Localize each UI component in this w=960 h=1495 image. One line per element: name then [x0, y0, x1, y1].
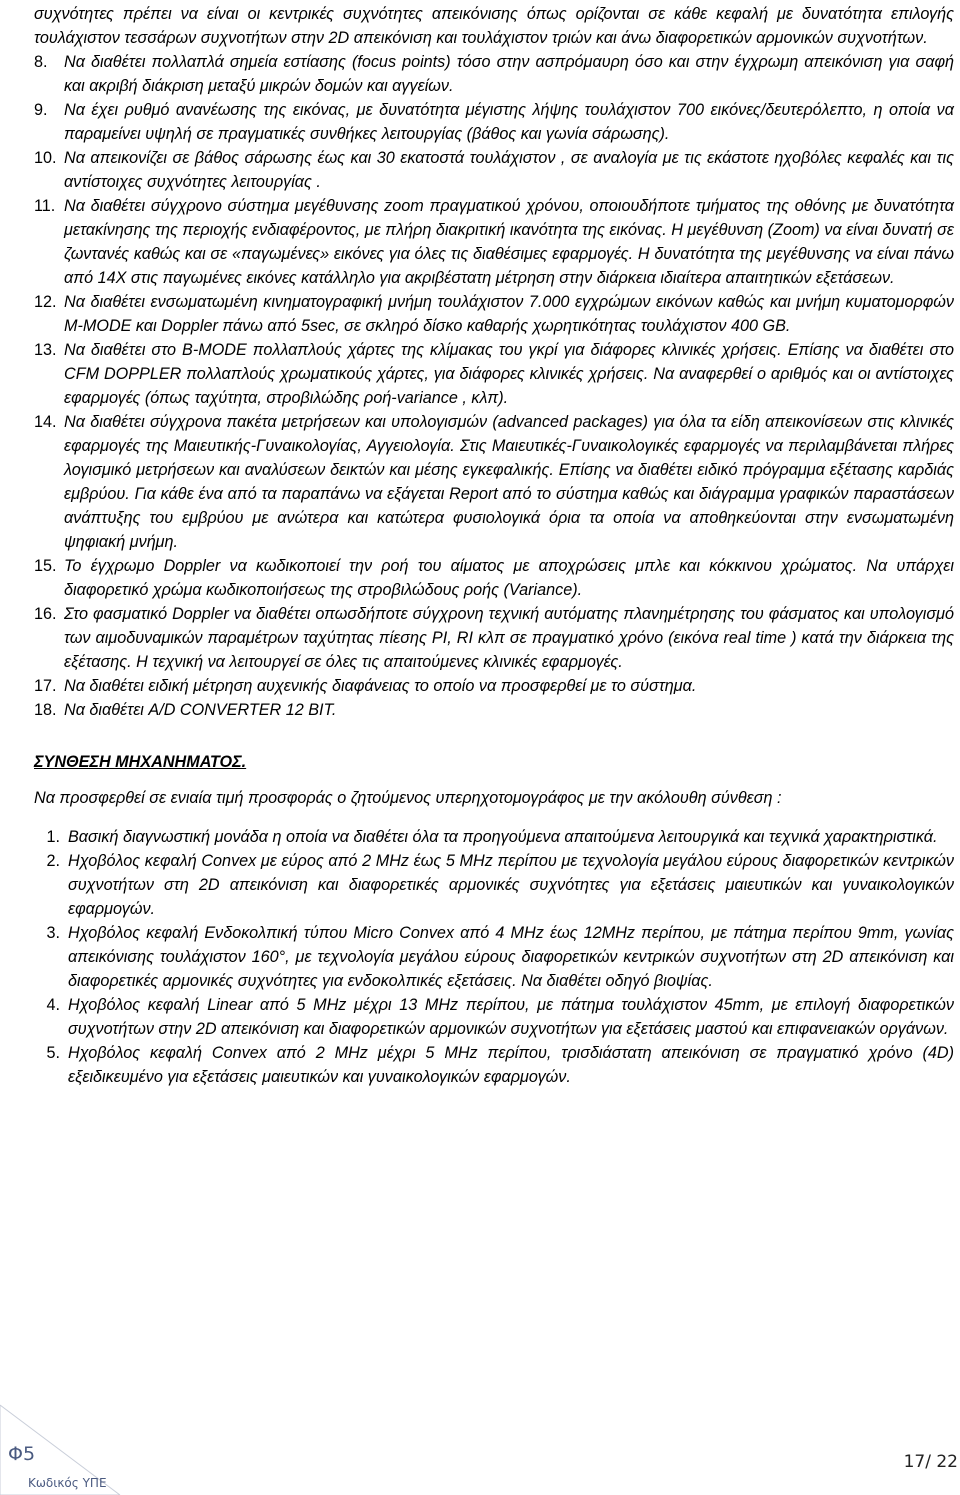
component-item-number: 4.: [46, 996, 60, 1014]
requirement-item-number: 18.: [34, 701, 57, 719]
component-item: [34, 1041, 954, 1089]
requirement-item: [34, 50, 954, 98]
requirement-item: [34, 410, 954, 554]
requirement-item: [34, 146, 954, 194]
page-number: 17/ 22: [903, 1452, 958, 1472]
requirement-item-text: Να διαθέτει A/D CONVERTER 12 BIT.: [64, 701, 337, 719]
component-item-text: Βασική διαγνωστική μονάδα η οποία να διαθέτει όλα τα προηγούμενα απαιτούμενα λειτουργικά και τεχνικά χαρακτηριστικά.: [68, 828, 938, 846]
component-item-number: 2.: [46, 852, 60, 870]
requirement-item: [34, 194, 954, 290]
requirement-item-text: Στο φασματικό Doppler να διαθέτει οπωσδήποτε σύγχρονη τεχνική αυτόματης πλανημέτρησης του φάσματος και υπολογισμό των αιμοδυναμικών παραμέτρων ταχύτητας πίεσης PI, RI κλπ σε πραγματικό χρόνο (εικόνα real time ) κατά την διάρκεια της εξέτασης. Η τεχνική να λειτουργεί σε όλες τις απαιτούμενες κλινικές εφαρμογές.: [64, 605, 954, 671]
section-heading: ΣΥΝΘΕΣΗ ΜΗΧΑΝΗΜΑΤΟΣ.: [34, 753, 247, 771]
requirement-item-text: Να διαθέτει στο B-MODE πολλαπλούς χάρτες της κλίμακας του γκρί για διάφορες κλινικές χρήσεις. Επίσης να διαθέτει στο CFM DOPPLER πολλαπλούς χρωματικούς χάρτες, για διάφορες κλινικές χρήσεις. Να αναφερθεί ο αριθμός και οι αντίστοιχες εφαρμογές (όπως ταχύτητα, στροβιλώδης ροή-variance , κλπ).: [64, 341, 954, 407]
requirement-item-number: 14.: [34, 413, 57, 431]
footer-code-label: Κωδικός ΥΠΕ: [28, 1476, 107, 1490]
component-item-text: Ηχοβόλος κεφαλή Convex από 2 MHz μέχρι 5 MHz περίπου, τρισδιάστατη απεικόνιση σε πραγματικό χρόνο (4D) εξειδικευμένο για εξετάσεις μαιευτικών και γυναικολογικών εφαρμογών.: [68, 1044, 954, 1086]
requirement-item-text: Να διαθέτει ειδική μέτρηση αυχενικής διαφάνειας το οποίο να προσφερθεί με το σύστημα.: [64, 677, 697, 695]
intro-continuation: συχνότητες πρέπει να είναι οι κεντρικές συχνότητες απεικόνισης όπως ορίζονται σε κάθε κεφαλή με δυνατότητα επιλογής τουλάχιστον τεσσάρων συχνοτήτων στην 2D απεικόνιση και τουλάχιστον τριών και άνω διαφορετικών αρμονικών συχνοτήτων.: [34, 5, 954, 47]
requirement-item-number: 16.: [34, 605, 57, 623]
requirement-item-text: Να διαθέτει σύγχρονο σύστημα μεγέθυνσης zoom πραγματικού χρόνου, οποιουδήποτε τμήματος της οθόνης με δυνατότητα μετακίνησης της περιοχής ενδιαφέροντος, με πλήρη διακριτική ικανότητα της εικόνας. Η μεγέθυνση (Zoom) να είναι δυνατή σε ζωντανές καθώς και σε «παγωμένες» εικόνες για όλες τις διαθέσιμες εφαρμογές. Η δυνατότητα της μεγέθυνσης να είναι πάνω από 14X στις παγωμένες εικόνες κατάλληλο για ακριβέστατη μέτρηση στην διάρκεια ιδιαίτερα απαιτητικών εξετάσεων.: [64, 197, 954, 287]
requirement-item-text: Να διαθέτει σύγχρονα πακέτα μετρήσεων και υπολογισμών (advanced packages) για όλα τα είδη απεικονίσεων στις κλινικές εφαρμογές της Μαιευτικής-Γυναικολογίας, Αγγειολογία. Στις Μαιευτικές-Γυναικολογικές εφαρμογές να περιλαμβάνεται πλήρες λογισμικό μετρήσεων και αναλύσεων δεικτών και μέσης εγκεφαλικής. Επίσης να διαθέτει ειδικό πρόγραμμα εξέτασης καρδιάς εμβρύου. Για κάθε ένα από τα παραπάνω να εξάγεται Report από το σύστημα καθώς και διάγραμμα γραφικών παραστάσεων ανάπτυξης του εμβρύου με ανώτερα και κατώτερα φυσιολογικά όρια τα οποία να αποθηκεύονται στην ενσωματωμένη ψηφιακή μνήμη.: [64, 413, 954, 551]
requirement-item-number: 10.: [34, 149, 57, 167]
requirement-item-number: 17.: [34, 677, 57, 695]
requirement-item-text: Το έγχρωμο Doppler να κωδικοποιεί την ροή του αίματος με αποχρώσεις μπλε και κόκκινου χρώματος. Να υπάρχει διαφορετικό χρώμα κωδικοποιήσεως της στροβιλώδους ροής (Variance).: [64, 557, 954, 599]
component-item-number: 3.: [46, 924, 60, 942]
requirement-item-number: 11.: [34, 197, 56, 215]
requirement-item-number: 9.: [34, 101, 48, 119]
requirement-item: [34, 98, 954, 146]
component-item-number: 5.: [46, 1044, 60, 1062]
requirement-item: [34, 290, 954, 338]
component-item: [34, 849, 954, 921]
requirement-item-number: 12.: [34, 293, 57, 311]
component-item-text: Ηχοβόλος κεφαλή Linear από 5 MHz μέχρι 13 MHz περίπου, με πάτημα τουλάχιστον 45mm, με επιλογή διαφορετικών συχνοτήτων στην 2D απεικόνιση και διαφορετικών αρμονικών συχνοτήτων για εξετάσεις μαστού και επιφανειακών οργάνων.: [68, 996, 954, 1038]
requirement-item: [34, 674, 954, 698]
requirement-item-text: Να απεικονίζει σε βάθος σάρωσης έως και 30 εκατοστά τουλάχιστον , σε αναλογία με τις εκάστοτε ηχοβόλες κεφαλές και τις αντίστοιχες συχνότητες λειτουργίας .: [64, 149, 954, 191]
component-item-number: 1.: [46, 828, 60, 846]
requirement-item: [34, 602, 954, 674]
requirement-item: [34, 698, 954, 722]
requirement-item-number: 8.: [34, 53, 48, 71]
requirement-item-text: Να διαθέτει ενσωματωμένη κινηματογραφική μνήμη τουλάχιστον 7.000 εγχρώμων εικόνων καθώς και μνήμη κυματομορφών M-MODE και Doppler πάνω από 5sec, σε σκληρό δίσκο καθαρής χωρητικότητας τουλάχιστον 400 GB.: [64, 293, 954, 335]
component-item-text: Ηχοβόλος κεφαλή Convex με εύρος από 2 MHz έως 5 MHz περίπου με τεχνολογία μεγάλου εύρους διαφορετικών κεντρικών συχνοτήτων στη 2D απεικόνιση και διαφορετικές αρμονικές συχνότητες για εξετάσεις μαιευτικών και γυναικολογικών εφαρμογών.: [68, 852, 954, 918]
document-body: [34, 2, 954, 1089]
requirement-item: [34, 554, 954, 602]
requirements-list: [34, 50, 954, 722]
section-intro: Να προσφερθεί σε ενιαία τιμή προσφοράς ο ζητούμενος υπερηχοτομογράφος με την ακόλουθη σύνθεση :: [34, 789, 782, 807]
component-item-text: Ηχοβόλος κεφαλή Ενδοκολπική τύπου Micro Convex από 4 MHz έως 12MHz περίπου, με πάτημα περίπου 9mm, γωνίας απεικόνισης τουλάχιστον 160°, με τεχνολογία μεγάλου εύρους διαφορετικών κεντρικών συχνοτήτων στη 2D απεικόνιση και διαφορετικές αρμονικές συχνότητες για ενδοκολπικές εξετάσεις. Να διαθέτει οδηγό βιοψίας.: [68, 924, 954, 990]
component-item: [34, 921, 954, 993]
footer-logo: [0, 1400, 130, 1495]
requirement-item-number: 15.: [34, 557, 57, 575]
footer-code: Φ5: [8, 1443, 36, 1465]
component-item: [34, 825, 954, 849]
components-list: [34, 825, 954, 1089]
requirement-item-number: 13.: [34, 341, 57, 359]
requirement-item-text: Να έχει ρυθμό ανανέωσης της εικόνας, με δυνατότητα μέγιστης λήψης τουλάχιστον 700 εικόνες/δευτερόλεπτο, η οποία να παραμείνει υψηλή σε πραγματικές συνθήκες λειτουργίας (βάθος και γωνία σάρωσης).: [64, 101, 954, 143]
requirement-item: [34, 338, 954, 410]
component-item: [34, 993, 954, 1041]
requirement-item-text: Να διαθέτει πολλαπλά σημεία εστίασης (focus points) τόσο στην ασπρόμαυρη όσο και στην έγχρωμη απεικόνιση για σαφή και ακριβή διάκριση μεταξύ μικρών δομών και αγγείων.: [64, 53, 954, 95]
